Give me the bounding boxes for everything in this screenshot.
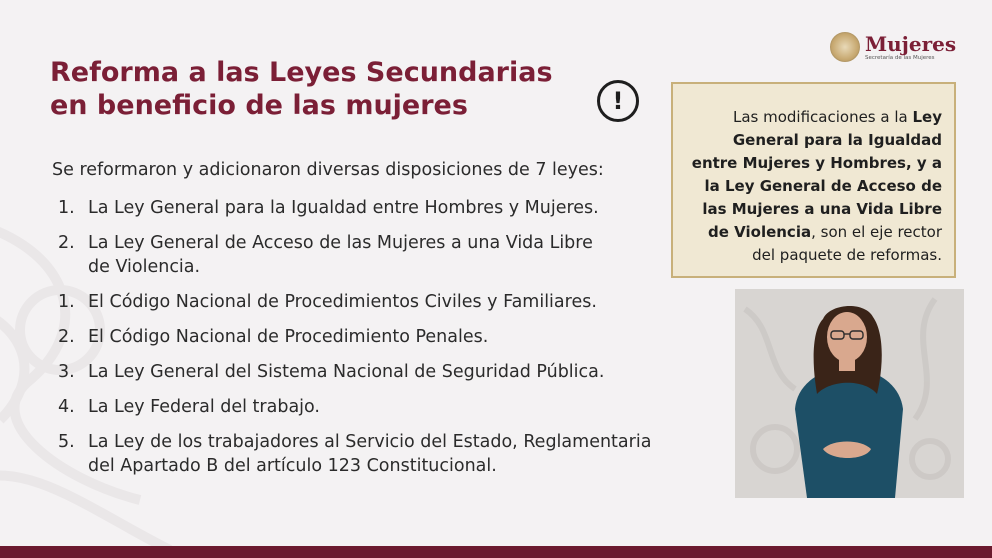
list-item	[58, 325, 668, 349]
list-item-number: 5.	[58, 432, 75, 452]
list-item	[58, 231, 668, 279]
list-item-text: La Ley General del Sistema Nacional de Seguridad Pública.	[88, 362, 605, 382]
list-item	[58, 196, 668, 220]
list-item	[58, 430, 668, 478]
callout-box	[671, 82, 956, 278]
list-item	[58, 360, 668, 384]
page-title	[50, 56, 590, 122]
exclamation-circle-icon: !	[597, 80, 639, 122]
list-item-text: La Ley General de Acceso de las Mujeres a una Vida Libre de Violencia.	[88, 233, 593, 277]
sign-language-interpreter-video	[735, 289, 964, 498]
bottom-bar	[0, 546, 992, 558]
title-line-1: Reforma a las Leyes Secundarias	[50, 57, 553, 88]
title-line-2: en beneficio de las mujeres	[50, 90, 468, 121]
list-item-number: 1.	[58, 292, 75, 312]
intro-text: Se reformaron y adicionaron diversas disposiciones de 7 leyes:	[52, 160, 604, 180]
callout-text-bold: Ley General para la Igualdad entre Mujeres y Hombres, y a la Ley General de Acceso de las Mujeres a una Vida Libre de Violencia	[691, 108, 942, 241]
logo-subtitle: Secretaría de las Mujeres	[865, 54, 935, 61]
list-item-number: 1.	[58, 198, 75, 218]
list-item	[58, 290, 668, 314]
list-item	[58, 395, 668, 419]
list-item-text: La Ley General para la Igualdad entre Hombres y Mujeres.	[88, 198, 599, 218]
list-item-number: 2.	[58, 233, 75, 253]
government-seal-icon	[830, 32, 860, 62]
callout-text-post: , son el eje rector del paquete de reformas.	[752, 223, 942, 264]
list-item-text: La Ley de los trabajadores al Servicio del Estado, Reglamentaria del Apartado B del artículo 123 Constitucional.	[88, 432, 652, 476]
list-item-text: El Código Nacional de Procedimientos Civiles y Familiares.	[88, 292, 597, 312]
list-item-number: 2.	[58, 327, 75, 347]
list-item-number: 4.	[58, 397, 75, 417]
list-item-text: El Código Nacional de Procedimiento Penales.	[88, 327, 489, 347]
list-item-number: 3.	[58, 362, 75, 382]
callout-text-pre: Las modificaciones a la	[732, 108, 913, 126]
law-list	[58, 196, 668, 489]
interpreter-figure	[735, 289, 964, 498]
mujeres-logo	[830, 32, 956, 62]
logo-name: Mujeres	[865, 31, 957, 56]
logo-text	[865, 31, 957, 61]
list-item-text: La Ley Federal del trabajo.	[88, 397, 320, 417]
